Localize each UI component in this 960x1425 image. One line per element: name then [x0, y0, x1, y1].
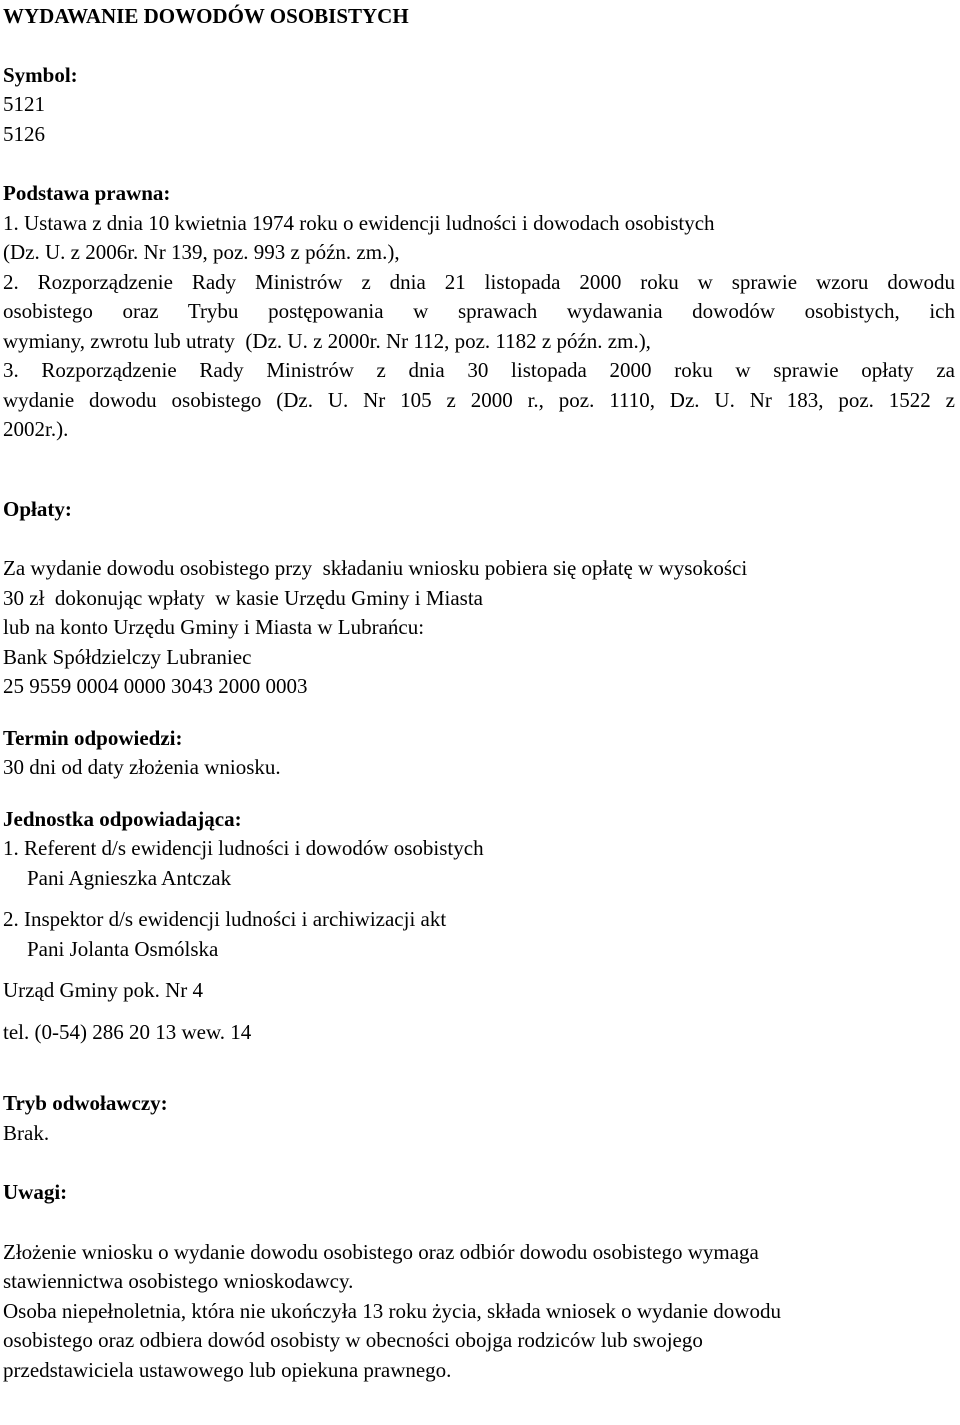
spacer: [3, 1006, 955, 1018]
deadline-heading: Termin odpowiedzi:: [3, 725, 183, 750]
legal-basis-line: (Dz. U. z 2006r. Nr 139, poz. 993 z późn. zm.),: [3, 240, 400, 264]
bank-name: Bank Spółdzielczy Lubraniec: [3, 644, 252, 669]
spacer: [3, 702, 955, 724]
office-room: Urząd Gminy pok. Nr 4: [3, 978, 204, 1002]
spacer: [3, 1148, 955, 1178]
unit-person: Pani Jolanta Osmólska: [27, 936, 219, 961]
spacer: [3, 445, 955, 495]
spacer: [3, 893, 955, 905]
notes-line: Złożenie wniosku o wydanie dowodu osobistego oraz odbiór dowodu osobistego wymaga: [3, 1239, 759, 1264]
notes-line: osobistego oraz odbiera dowód osobisty w obecności obojga rodziców lub swojego: [3, 1328, 703, 1352]
legal-basis-line: wydanie dowodu osobistego (Dz. U. Nr 105 z 2000 r., poz. 1110, Dz. U. Nr 183, poz. 1522 z: [3, 387, 955, 412]
bank-account-number: 25 9559 0004 0000 3043 2000 0003: [3, 674, 308, 698]
phone-number: tel. (0-54) 286 20 13 wew. 14: [3, 1019, 252, 1044]
legal-basis-line: 1. Ustawa z dnia 10 kwietnia 1974 roku o ewidencji ludności i dowodach osobistych: [3, 210, 715, 235]
notes-line: stawiennictwa osobistego wnioskodawcy.: [3, 1269, 354, 1293]
fees-line: Za wydanie dowodu osobistego przy składaniu wniosku pobiera się opłatę w wysokości: [3, 556, 748, 580]
unit-person: Pani Agnieszka Antczak: [27, 865, 232, 890]
document-title: WYDAWANIE DOWODÓW OSOBISTYCH: [3, 4, 409, 28]
unit-item: 2. Inspektor d/s ewidencji ludności i archiwizacji akt: [3, 907, 447, 931]
fees-heading: Opłaty:: [3, 496, 72, 521]
deadline-text: 30 dni od daty złożenia wniosku.: [3, 755, 281, 779]
legal-basis-line: 2002r.).: [3, 417, 69, 441]
spacer: [3, 1208, 955, 1238]
spacer: [3, 1047, 955, 1089]
notes-heading: Uwagi:: [3, 1180, 68, 1204]
legal-basis-heading: Podstawa prawna:: [3, 181, 171, 205]
spacer: [3, 149, 955, 179]
spacer: [3, 32, 955, 61]
symbol-heading: Symbol:: [3, 62, 78, 87]
symbol-code: 5121: [3, 92, 45, 116]
spacer: [3, 524, 955, 554]
legal-basis-line: 3. Rozporządzenie Rady Ministrów z dnia 30 listopada 2000 roku w sprawie opłaty za: [3, 358, 955, 382]
legal-basis-line: osobistego oraz Trybu postępowania w sprawach wydawania dowodów osobistych, ich: [3, 299, 955, 323]
spacer: [3, 783, 955, 805]
symbol-code: 5126: [3, 121, 45, 146]
fees-line: 30 zł dokonując wpłaty w kasie Urzędu Gminy i Miasta: [3, 585, 483, 610]
unit-item: 1. Referent d/s ewidencji ludności i dowodów osobistych: [3, 836, 484, 860]
notes-line: przedstawiciela ustawowego lub opiekuna prawnego.: [3, 1357, 452, 1382]
appeal-text: Brak.: [3, 1120, 50, 1145]
legal-basis-line: 2. Rozporządzenie Rady Ministrów z dnia 21 listopada 2000 roku w sprawie wzoru dowodu: [3, 269, 955, 294]
unit-heading: Jednostka odpowiadająca:: [3, 806, 242, 831]
spacer: [3, 964, 955, 976]
appeal-heading: Tryb odwoławczy:: [3, 1091, 168, 1115]
notes-line: Osoba niepełnoletnia, która nie ukończyła 13 roku życia, składa wniosek o wydanie dowodu: [3, 1298, 781, 1323]
document-page: [3, 2, 955, 1385]
fees-line: lub na konto Urzędu Gminy i Miasta w Lubrańcu:: [3, 615, 425, 639]
legal-basis-line: wymiany, zwrotu lub utraty (Dz. U. z 2000r. Nr 112, poz. 1182 z późn. zm.),: [3, 328, 651, 353]
